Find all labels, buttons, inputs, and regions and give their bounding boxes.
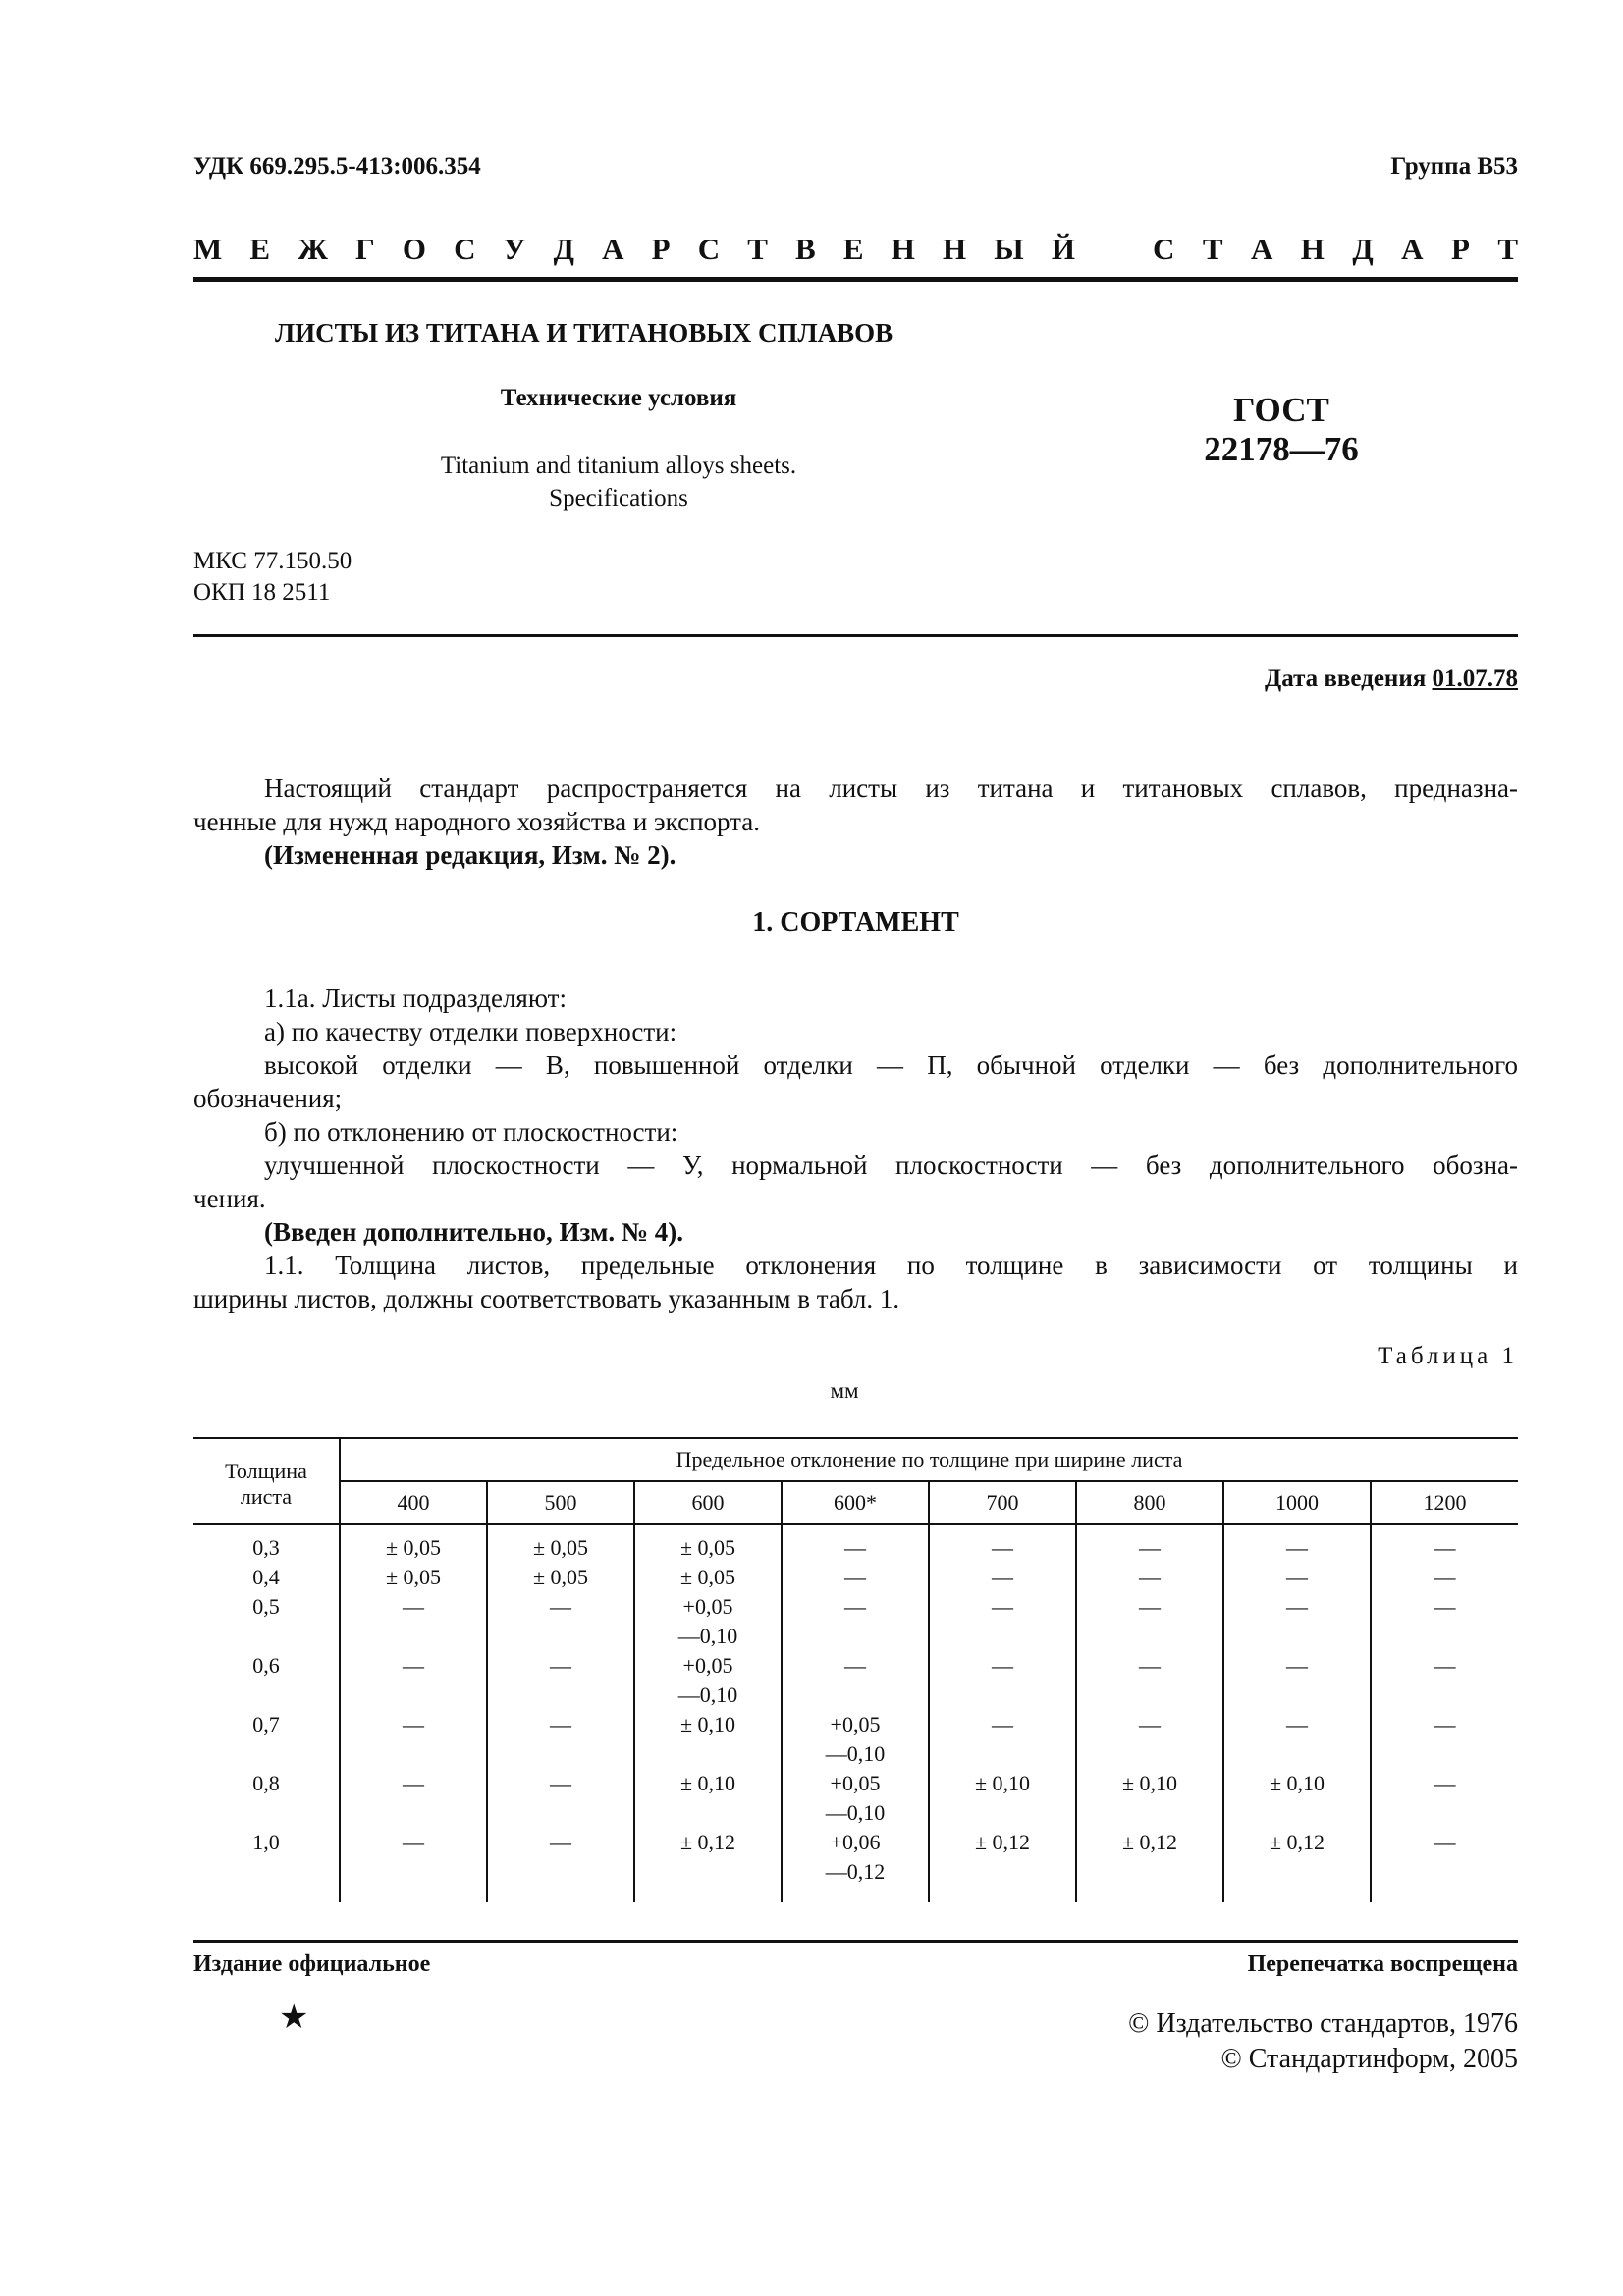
table-cell: [340, 1563, 487, 1592]
table-cell: [782, 1828, 929, 1887]
table-cell-thickness: 0,6: [252, 1653, 280, 1678]
interstate-letter: Д: [553, 232, 574, 266]
table-cell-value: ± 0,05: [532, 1535, 589, 1560]
table-cell: [1223, 1524, 1371, 1563]
table-width-header: 600: [634, 1481, 782, 1524]
table-cell-value: +0,05: [830, 1771, 881, 1795]
table-cell-value: ± 0,12: [679, 1830, 736, 1854]
interstate-letter: В: [795, 232, 816, 266]
table-cell-value: —: [550, 1830, 571, 1854]
table-cell-value: —0,10: [677, 1682, 738, 1707]
gost-label: ГОСТ: [1233, 391, 1329, 429]
table-cell-value: ± 0,12: [1121, 1830, 1178, 1854]
table-cell-value: —: [1286, 1653, 1308, 1678]
table-width-header: 500: [487, 1481, 634, 1524]
footer-rule: [193, 1940, 1518, 1943]
table-cell-value: —: [844, 1653, 866, 1678]
table-cell: [1371, 1592, 1518, 1651]
table-row: [193, 1710, 1518, 1769]
banner-word-interstate: [193, 232, 1075, 267]
title-rule: [193, 634, 1518, 637]
table-row: [193, 1769, 1518, 1828]
okp-code: ОКП 18 2511: [193, 579, 331, 606]
para-b: б) по отклонению от плоскостности:: [264, 1117, 678, 1147]
table-cell-value: —: [1434, 1830, 1456, 1854]
table-spacer-cell: [929, 1887, 1076, 1902]
table-cell: [1371, 1769, 1518, 1828]
table-cell: [634, 1592, 782, 1651]
interstate-letter: Й: [1051, 232, 1075, 266]
udk-code: УДК 669.295.5-413:006.354: [193, 153, 481, 180]
table-spacer-row: [193, 1887, 1518, 1902]
table-cell: [487, 1769, 634, 1828]
table-cell-thickness: 0,5: [252, 1594, 280, 1619]
table-cell: [929, 1769, 1076, 1828]
table-cell: [1076, 1592, 1223, 1651]
interstate-letter: М: [193, 232, 223, 266]
table-cell: [340, 1592, 487, 1651]
table-cell-value: ± 0,05: [679, 1535, 736, 1560]
table-cell-value: —: [844, 1535, 866, 1560]
para-flatness-line1: улучшенной плоскостности — У, нормальной плоскостности — без дополнительного обозна-: [264, 1150, 1518, 1180]
standard-letter: Н: [1300, 232, 1325, 266]
table-cell-value: —: [403, 1771, 424, 1795]
group-code: Группа В53: [1390, 153, 1518, 180]
table-cell-value: —: [844, 1594, 866, 1619]
table-width-header-row: [193, 1481, 1518, 1524]
interstate-letter: Г: [355, 232, 375, 266]
interstate-letter: Т: [747, 232, 768, 266]
table-cell: [782, 1563, 929, 1592]
copyright-1976: © Издательство стандартов, 1976: [1128, 2008, 1518, 2039]
table-cell: [1371, 1524, 1518, 1563]
mks-code: МКС 77.150.50: [193, 548, 352, 574]
table-row: [193, 1563, 1518, 1592]
table-cell: [1076, 1651, 1223, 1710]
table-cell-value: ± 0,10: [1269, 1771, 1325, 1795]
table-cell: [1076, 1524, 1223, 1563]
table-cell: [929, 1828, 1076, 1887]
para-1-1-line2: ширины листов, должны соответствовать указанным в табл. 1.: [193, 1284, 900, 1313]
table-cell: [634, 1769, 782, 1828]
table-cell: [1223, 1651, 1371, 1710]
intro-date: [1265, 666, 1518, 693]
interstate-letter: Н: [942, 232, 967, 266]
banner-word-standard: [1153, 232, 1518, 267]
table-cell: [340, 1651, 487, 1710]
table-width-header: 1000: [1223, 1481, 1371, 1524]
table-cell-thickness: 0,3: [252, 1535, 280, 1560]
interstate-standard-banner: [193, 232, 1518, 267]
table-cell-value: —: [992, 1535, 1013, 1560]
table-cell-thickness: 1,0: [252, 1830, 280, 1854]
table-cell-value: ± 0,05: [385, 1565, 442, 1589]
official-edition: Издание официальное: [193, 1951, 431, 1977]
intro-date-label: Дата введения: [1265, 666, 1427, 692]
table-cell-value: —: [992, 1594, 1013, 1619]
table-cell-value: ± 0,05: [532, 1565, 589, 1589]
table-width-header: 1200: [1371, 1481, 1518, 1524]
table-cell: [634, 1828, 782, 1887]
table-cell-value: —: [992, 1653, 1013, 1678]
table-width-header: 400: [340, 1481, 487, 1524]
table-cell-value: ± 0,10: [679, 1771, 736, 1795]
table-row: [193, 1651, 1518, 1710]
table-cell: [634, 1524, 782, 1563]
table-width-header: 700: [929, 1481, 1076, 1524]
interstate-letter: С: [454, 232, 476, 266]
table-cell: [1223, 1710, 1371, 1769]
table-cell-value: —0,10: [825, 1741, 886, 1766]
standard-letter: С: [1153, 232, 1175, 266]
standard-letter: А: [1401, 232, 1424, 266]
table-cell-value: +0,06: [830, 1830, 881, 1854]
table-cell-value: —: [550, 1712, 571, 1736]
table-cell: [782, 1769, 929, 1828]
section1-amendment: (Введен дополнительно, Изм. № 4).: [264, 1217, 683, 1247]
intro-amendment: (Измененная редакция, Изм. № 2).: [264, 840, 676, 870]
section-heading: 1. СОРТАМЕНТ: [752, 907, 959, 937]
table-cell-value: —: [1434, 1594, 1456, 1619]
table-cell: [1371, 1828, 1518, 1887]
table-cell-value: —: [992, 1712, 1013, 1736]
standard-letter: Т: [1202, 232, 1223, 266]
table-cell: [1223, 1592, 1371, 1651]
table-cell-value: —0,10: [677, 1624, 738, 1648]
interstate-letter: С: [697, 232, 721, 266]
table-cell: [929, 1524, 1076, 1563]
para-flatness-line2: чения.: [193, 1184, 266, 1213]
table-cell: [1076, 1769, 1223, 1828]
table-cell-value: ± 0,05: [679, 1565, 736, 1589]
interstate-letter: Е: [249, 232, 271, 266]
table-cell: [782, 1524, 929, 1563]
interstate-letter: У: [503, 232, 526, 266]
table-cell-value: ± 0,10: [679, 1712, 736, 1736]
standard-letter: Р: [1450, 232, 1470, 266]
table-cell-value: —: [1434, 1565, 1456, 1589]
table-width-header: 800: [1076, 1481, 1223, 1524]
table-cell: [1371, 1651, 1518, 1710]
table-col-thickness-header: [193, 1438, 340, 1524]
table-cell-value: —: [1286, 1712, 1308, 1736]
table-cell: [1223, 1563, 1371, 1592]
table-cell: [929, 1651, 1076, 1710]
table-cell: [634, 1651, 782, 1710]
table-cell-value: —: [1139, 1594, 1161, 1619]
table-cell-value: —: [1434, 1712, 1456, 1736]
table-spacer-cell: [782, 1887, 929, 1902]
star-icon: ★: [279, 2000, 309, 2036]
table-cell-value: —: [550, 1771, 571, 1795]
table-col-thickness-header-line2: листа: [240, 1484, 293, 1509]
para-a: а) по качеству отделки поверхности:: [264, 1017, 677, 1046]
table-cell: [487, 1592, 634, 1651]
table-cell-value: +0,05: [830, 1712, 881, 1736]
table-cell-value: —: [550, 1594, 571, 1619]
table-cell-value: ± 0,12: [1269, 1830, 1325, 1854]
interstate-letter: Н: [891, 232, 915, 266]
intro-paragraph: [193, 772, 1518, 872]
table-cell: [929, 1710, 1076, 1769]
table-cell: [1076, 1563, 1223, 1592]
section1-body: [193, 982, 1518, 1315]
copyright-2005: © Стандартинформ, 2005: [1220, 2044, 1518, 2074]
table-cell-value: ± 0,10: [1121, 1771, 1178, 1795]
table-spacer-cell: [193, 1887, 340, 1902]
table-cell-value: —: [1434, 1653, 1456, 1678]
table-spacer-cell: [340, 1887, 487, 1902]
table-body: [193, 1524, 1518, 1902]
table-col-thickness-header-line1: Толщина: [225, 1459, 307, 1483]
table-spacer-cell: [634, 1887, 782, 1902]
interstate-letter: Р: [651, 232, 671, 266]
table-group-header: Предельное отклонение по толщине при ширине листа: [340, 1438, 1518, 1481]
table-cell: [340, 1524, 487, 1563]
standard-letter: А: [1250, 232, 1273, 266]
interstate-letter: Е: [842, 232, 864, 266]
table-cell: [487, 1651, 634, 1710]
table-cell-value: —: [1139, 1565, 1161, 1589]
document-subtitle: Технические условия: [500, 385, 737, 411]
table-cell-value: —: [844, 1565, 866, 1589]
table-cell: [1223, 1769, 1371, 1828]
para-finish-line1: высокой отделки — В, повышенной отделки — П, обычной отделки — без дополнительного: [264, 1050, 1518, 1080]
table-spacer-cell: [487, 1887, 634, 1902]
table-cell-value: —: [1434, 1535, 1456, 1560]
table-cell: [1076, 1828, 1223, 1887]
table-caption: Таблица 1: [1378, 1343, 1518, 1369]
table-cell: [1076, 1710, 1223, 1769]
table-row: [193, 1524, 1518, 1563]
table-row: [193, 1592, 1518, 1651]
table-cell-value: —: [1434, 1771, 1456, 1795]
table-spacer-cell: [1371, 1887, 1518, 1902]
table-cell-value: ± 0,12: [974, 1830, 1031, 1854]
english-title-line1: Titanium and titanium alloys sheets.: [440, 453, 797, 479]
table-cell: [487, 1524, 634, 1563]
table-row: [193, 1828, 1518, 1887]
gost-number: 22178—76: [1204, 430, 1359, 468]
table-cell-value: —: [1286, 1565, 1308, 1589]
table-cell: [1223, 1828, 1371, 1887]
table-cell-value: —0,12: [825, 1859, 886, 1884]
interstate-letter: Ы: [994, 232, 1024, 266]
table-spacer-cell: [1076, 1887, 1223, 1902]
table-cell-value: —: [1139, 1712, 1161, 1736]
table-cell: [340, 1828, 487, 1887]
table-cell-value: —: [550, 1653, 571, 1678]
standard-letter: Д: [1352, 232, 1374, 266]
table-spacer-cell: [1223, 1887, 1371, 1902]
intro-line-2: ченные для нужд народного хозяйства и экспорта.: [193, 807, 761, 836]
table-cell-value: —: [992, 1565, 1013, 1589]
table-cell-value: +0,05: [682, 1594, 733, 1619]
table-cell-value: —: [403, 1594, 424, 1619]
table-cell: [634, 1710, 782, 1769]
interstate-letter: А: [602, 232, 624, 266]
intro-date-value: 01.07.78: [1432, 666, 1518, 692]
table-cell-value: —: [1139, 1535, 1161, 1560]
table-cell: [487, 1710, 634, 1769]
table-cell: [487, 1563, 634, 1592]
header-rule-thick: [193, 277, 1518, 282]
table-cell-value: ± 0,05: [385, 1535, 442, 1560]
interstate-letter: О: [402, 232, 427, 266]
table-cell-value: —0,10: [825, 1800, 886, 1825]
table-cell: [340, 1710, 487, 1769]
interstate-letter: Ж: [298, 232, 328, 266]
para-1-1a: 1.1а. Листы подразделяют:: [264, 984, 567, 1013]
table-cell-thickness: 0,7: [252, 1712, 280, 1736]
reprint-prohibited: Перепечатка воспрещена: [1247, 1951, 1518, 1977]
table-cell: [1371, 1710, 1518, 1769]
table-cell-value: +0,05: [682, 1653, 733, 1678]
intro-line-1: Настоящий стандарт распространяется на листы из титана и титановых сплавов, предназна-: [264, 774, 1518, 803]
table-cell-value: —: [1139, 1653, 1161, 1678]
table-cell-value: ± 0,10: [974, 1771, 1031, 1795]
table-cell-thickness: 0,8: [252, 1771, 280, 1795]
document-title: ЛИСТЫ ИЗ ТИТАНА И ТИТАНОВЫХ СПЛАВОВ: [275, 318, 893, 347]
table-cell: [487, 1828, 634, 1887]
standard-letter: Т: [1497, 232, 1518, 266]
para-1-1-line1: 1.1. Толщина листов, предельные отклонения по толщине в зависимости от толщины и: [264, 1251, 1518, 1280]
table-cell: [1371, 1563, 1518, 1592]
para-finish-line2: обозначения;: [193, 1084, 343, 1113]
table-cell: [929, 1563, 1076, 1592]
table-cell: [782, 1651, 929, 1710]
table-cell-value: —: [403, 1653, 424, 1678]
table-cell-thickness: 0,4: [252, 1565, 280, 1589]
table-cell-value: —: [1286, 1535, 1308, 1560]
table-cell-value: —: [1286, 1594, 1308, 1619]
table-1: [193, 1437, 1518, 1902]
english-title-line2: Specifications: [549, 485, 688, 511]
table-cell: [634, 1563, 782, 1592]
table-cell: [782, 1592, 929, 1651]
table-cell: [929, 1592, 1076, 1651]
table-unit: мм: [830, 1378, 859, 1403]
table-cell: [340, 1769, 487, 1828]
table-cell-value: —: [403, 1712, 424, 1736]
table-width-header: 600*: [782, 1481, 929, 1524]
table-cell-value: —: [403, 1830, 424, 1854]
table-cell: [782, 1710, 929, 1769]
